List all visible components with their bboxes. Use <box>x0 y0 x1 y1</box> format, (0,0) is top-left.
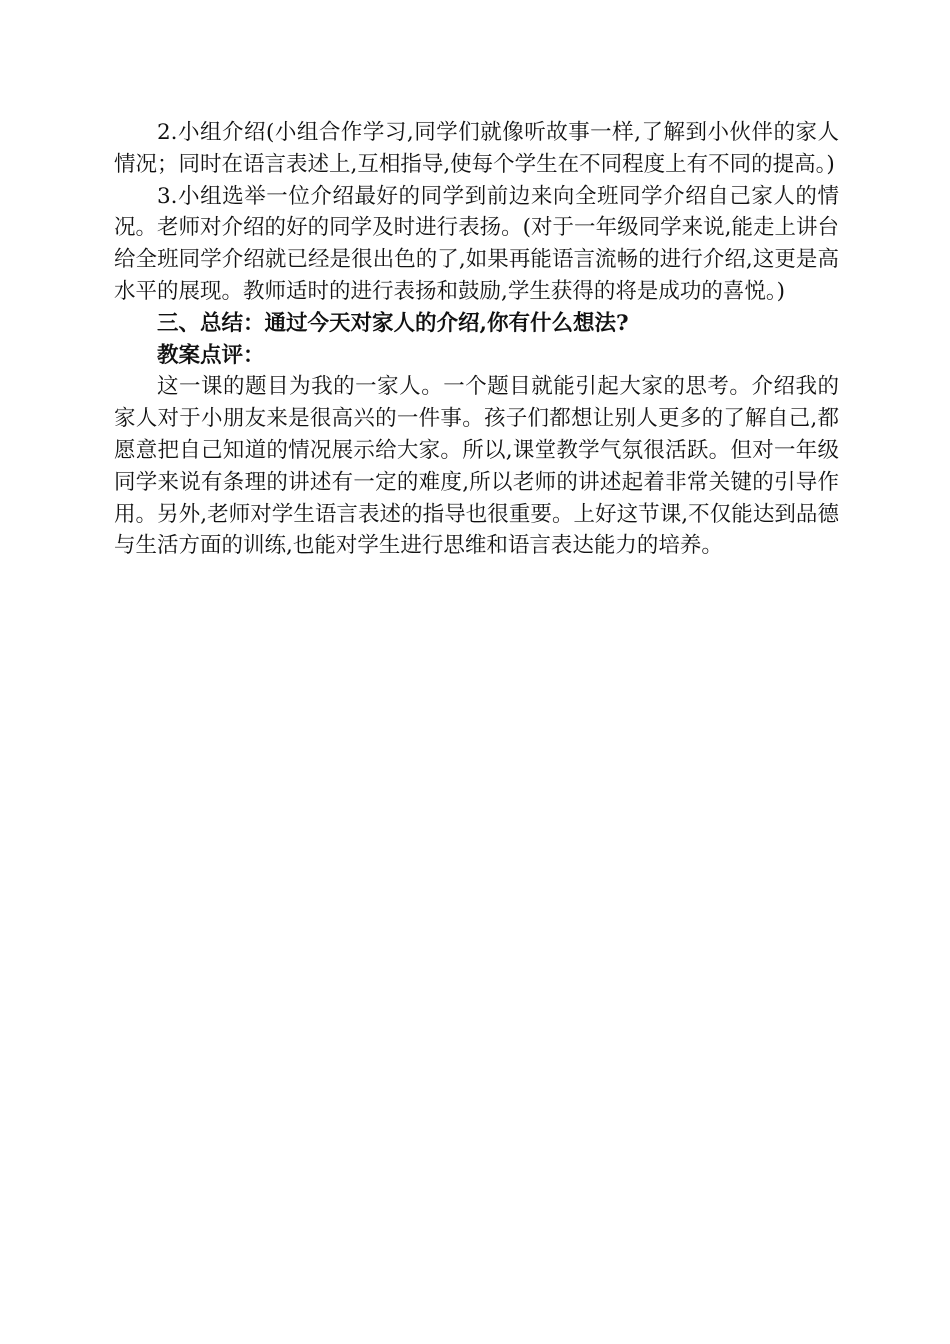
paragraph-group-introduction: 2.小组介绍(小组合作学习,同学们就像听故事一样,了解到小伙伴的家人情况；同时在语言表述上,互相指导,使每个学生在不同程度上有不同的提高。) <box>114 120 839 177</box>
paragraph-class-introduction: 3.小组选举一位介绍最好的同学到前边来向全班同学介绍自己家人的情况。老师对介绍的好的同学及时进行表扬。(对于一年级同学来说,能走上讲台给全班同学介绍就已经是很出色的了,如果再能语言流畅的进行介绍,这更是高水平的展现。教师适时的进行表扬和鼓励,学生获得的将是成功的喜悦。) <box>114 183 839 304</box>
section-heading-summary: 三、总结：通过今天对家人的介绍,你有什么想法? <box>157 310 629 336</box>
section-heading-lesson-review: 教案点评： <box>157 342 265 368</box>
paragraph-lesson-review: 这一课的题目为我的一家人。一个题目就能引起大家的思考。介绍我的家人对于小朋友来是很高兴的一件事。孩子们都想让别人更多的了解自己,都愿意把自己知道的情况展示给大家。所以,课堂教学气氛很活跃。但对一年级同学来说有条理的讲述有一定的难度,所以老师的讲述起着非常关键的引导作用。另外,老师对学生语言表述的指导也很重要。上好这节课,不仅能达到品德与生活方面的训练,也能对学生进行思维和语言表达能力的培养。 <box>114 374 839 559</box>
document-body <box>114 117 839 562</box>
